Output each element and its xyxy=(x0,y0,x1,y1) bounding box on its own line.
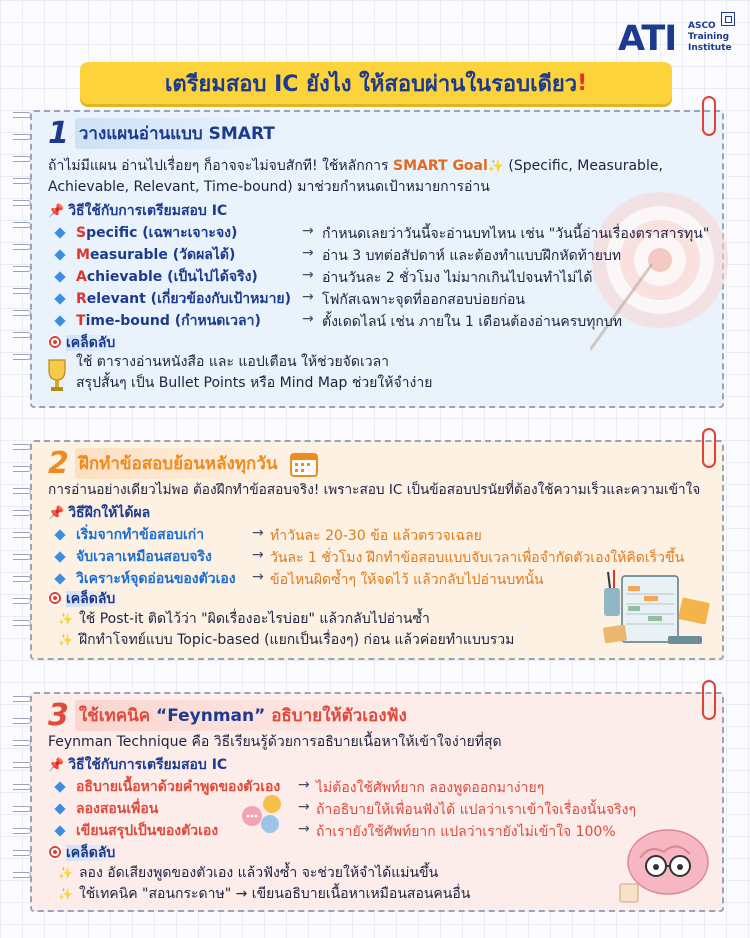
section-2-title: ฝึกทำข้อสอบย้อนหลังทุกวัน xyxy=(75,448,288,479)
label-cap: M xyxy=(76,247,90,263)
tip-text: ใช้เทคนิค "สอนกระดาษ" → เขียนอธิบายเนื้อหาเหมือนสอนคนอื่น xyxy=(78,886,471,902)
feynman-label: เขียนสรุปเป็นของตัวเอง xyxy=(76,823,219,839)
logo-line1: ASCO xyxy=(688,21,716,31)
diamond-bullet-icon xyxy=(54,825,65,836)
label-rest: chievable (เป็นไปได้จริง) xyxy=(86,269,258,285)
section-2-intro: การอ่านอย่างเดียวไม่พอ ต้องฝึกทำข้อสอบจริง! เพราะสอบ IC เป็นข้อสอบปรนัยที่ต้องใช้ความเร็วและความเข้าใจ xyxy=(48,482,701,498)
arrow-icon: → xyxy=(302,223,314,239)
paperclip-icon xyxy=(702,428,716,468)
section-3-number: 3 xyxy=(48,697,69,733)
diamond-bullet-icon xyxy=(54,249,65,260)
title-a: ใช้เทคนิค xyxy=(78,706,157,726)
target-bullet-icon xyxy=(48,845,62,859)
section-3-header xyxy=(48,697,417,733)
title-text: เตรียมสอบ IC ยังไง ให้สอบผ่านในรอบเดียว xyxy=(164,71,578,97)
smart-label xyxy=(76,266,258,288)
diamond-bullet-icon xyxy=(54,573,65,584)
star-icon: ✨ xyxy=(58,612,73,626)
trophy-icon xyxy=(44,356,70,396)
section-3-tip-2 xyxy=(58,884,470,905)
paperclip-icon xyxy=(702,96,716,136)
logo-mark: ATI xyxy=(618,19,677,59)
title-feynman: “Feynman” xyxy=(156,706,266,726)
feynman-item-3 xyxy=(56,820,218,842)
diamond-bullet-icon xyxy=(54,227,65,238)
arrow-icon: → xyxy=(302,267,314,283)
pin-icon: 📌 xyxy=(48,758,65,773)
section-2-tip-2 xyxy=(58,630,514,651)
title-c: อธิบายให้ตัวเองฟัง xyxy=(265,706,407,726)
section-2-how-heading xyxy=(48,502,150,524)
section-2-tip-1 xyxy=(58,609,430,630)
calendar-icon xyxy=(289,450,319,478)
arrow-icon: → xyxy=(252,525,264,541)
section-1-intro-line1 xyxy=(48,156,663,177)
arrow-icon: → xyxy=(252,547,264,563)
smart-label xyxy=(76,288,291,310)
star-icon: ✨ xyxy=(58,866,73,880)
feynman-desc: ไม่ต้องใช้ศัพท์ยาก ลองพูดออกมาง่ายๆ xyxy=(316,780,545,796)
practice-desc: ทำวันละ 20-30 ข้อ แล้วตรวจเฉลย xyxy=(270,528,482,544)
label-cap: S xyxy=(76,225,87,241)
notebook-spiral-1 xyxy=(13,112,35,376)
intro1-c: (Specific, Measurable, xyxy=(503,158,663,174)
label-rest: elevant (เกี่ยวข้องกับเป้าหมาย) xyxy=(86,291,292,307)
diamond-bullet-icon xyxy=(54,803,65,814)
smart-desc: ตั้งเดดไลน์ เช่น ภายใน 1 เดือนต้องอ่านครบทุกบท xyxy=(322,314,622,330)
section-3-how-heading xyxy=(48,754,227,776)
diamond-bullet-icon xyxy=(54,293,65,304)
arrow-icon: → xyxy=(298,777,310,793)
practice-item-3 xyxy=(56,568,236,590)
tip-text: ใช้ Post-it ติดไว้ว่า "ผิดเรื่องอะไรบ่อย" แล้วกลับไปอ่านซ้ำ xyxy=(78,611,430,627)
label-rest: ime-bound (กำหนดเวลา) xyxy=(85,313,261,329)
feynman-desc: ถ้าอธิบายให้เพื่อนฟังได้ แปลว่าเราเข้าใจเรื่องนั้นจริงๆ xyxy=(316,802,637,818)
smart-item-s xyxy=(56,222,237,244)
section-2-header xyxy=(48,445,319,481)
section-1-title: วางแผนอ่านแบบ SMART xyxy=(75,118,285,149)
section-2-tips-label xyxy=(48,588,129,610)
practice-desc: ข้อไหนผิดซ้ำๆ ให้จดไว้ แล้วกลับไปอ่านบทนั้น xyxy=(270,572,544,588)
brain-with-glasses-icon xyxy=(616,818,716,908)
section-2-number: 2 xyxy=(48,445,69,481)
section-1-tip-2: สรุปสั้นๆ เป็น Bullet Points หรือ Mind Map ช่วยให้จำง่าย xyxy=(76,375,433,391)
smart-label xyxy=(76,310,261,332)
label-rest: easurable (วัดผลได้) xyxy=(89,247,236,263)
paperclip-icon xyxy=(702,680,716,720)
section-3-tips-label xyxy=(48,842,129,864)
section-3-intro: Feynman Technique คือ วิธีเรียนรู้ด้วยการอธิบายเนื้อหาให้เข้าใจง่ายที่สุด xyxy=(48,734,502,750)
feynman-desc: ถ้าเรายังใช้ศัพท์ยาก แปลว่าเรายังไม่เข้าใจ 100% xyxy=(316,824,616,840)
practice-label: เริ่มจากทำข้อสอบเก่า xyxy=(76,527,205,543)
practice-label: จับเวลาเหมือนสอบจริง xyxy=(76,549,212,565)
smart-desc: อ่าน 3 บทต่อสัปดาห์ และต้องทำแบบฝึกหัดท้ายบท xyxy=(322,248,622,264)
diamond-bullet-icon xyxy=(54,529,65,540)
notebook-spiral-2 xyxy=(13,444,35,642)
logo-line2: Training xyxy=(688,32,730,42)
practice-item-2 xyxy=(56,546,212,568)
section-3-title xyxy=(75,700,417,731)
tips-text: เคล็ดลับ xyxy=(66,335,123,351)
target-bullet-icon xyxy=(48,591,62,605)
diamond-bullet-icon xyxy=(54,315,65,326)
pin-icon: 📌 xyxy=(48,204,65,219)
smart-item-t xyxy=(56,310,261,332)
smart-item-a xyxy=(56,266,258,288)
label-cap: R xyxy=(76,291,87,307)
smart-desc: โฟกัสเฉพาะจุดที่ออกสอบบ่อยก่อน xyxy=(322,292,525,308)
feynman-label: อธิบายเนื้อหาด้วยคำพูดของตัวเอง xyxy=(76,779,281,795)
smart-desc: อ่านวันละ 2 ชั่วโมง ไม่มากเกินไปจนทำไม่ได้ xyxy=(322,270,593,286)
smart-goal-text: SMART Goal xyxy=(393,158,488,174)
star-icon: ✨ xyxy=(58,633,73,647)
page-title xyxy=(80,62,672,104)
arrow-icon: → xyxy=(302,311,314,327)
how-text: วิธีใช้กับการเตรียมสอบ IC xyxy=(68,203,228,219)
feynman-label: ลองสอนเพื่อน xyxy=(76,801,159,817)
section-1-tip-1: ใช้ ตารางอ่านหนังสือ และ แอปเตือน ให้ช่วยจัดเวลา xyxy=(76,354,390,370)
tip-text: ฝึกทำโจทย์แบบ Topic-based (แยกเป็นเรื่องๆ) ก่อน แล้วค่อยทำแบบรวม xyxy=(78,632,515,648)
target-bullet-icon xyxy=(48,335,62,349)
section-1-header xyxy=(48,115,285,151)
diamond-bullet-icon xyxy=(54,551,65,562)
arrow-icon: → xyxy=(298,821,310,837)
intro1-a: ถ้าไม่มีแผน อ่านไปเรื่อยๆ ก็อาจจะไม่จบสักที! ใช้หลักการ xyxy=(48,158,394,174)
smart-item-m xyxy=(56,244,235,266)
section-3-tip-1 xyxy=(58,863,438,884)
arrow-icon: → xyxy=(302,245,314,261)
pin-icon: 📌 xyxy=(48,506,65,521)
label-cap: A xyxy=(76,269,87,285)
smart-label xyxy=(76,244,235,266)
diamond-bullet-icon xyxy=(54,271,65,282)
notebook-spiral-3 xyxy=(13,696,35,894)
logo-text xyxy=(688,21,732,54)
section-1-tips-label xyxy=(48,332,129,354)
practice-label: วิเคราะห์จุดอ่อนของตัวเอง xyxy=(76,571,236,587)
section-1-number: 1 xyxy=(48,115,69,151)
smart-desc: กำหนดเลยว่าวันนี้จะอ่านบทไหน เช่น "วันนี้อ่านเรื่องตราสารทุน" xyxy=(322,226,710,242)
sparkle-icon: ✨ xyxy=(487,159,504,174)
practice-desc: วันละ 1 ชั่วโมง ฝึกทำข้อสอบแบบจับเวลาเพื่อจำกัดตัวเองให้คิดเร็วขึ้น xyxy=(270,550,685,566)
smart-item-r xyxy=(56,288,291,310)
planner-notebook-icon xyxy=(598,566,718,658)
arrow-icon: → xyxy=(298,799,310,815)
star-icon: ✨ xyxy=(58,887,73,901)
label-rest: pecific (เฉพาะเจาะจง) xyxy=(86,225,238,241)
arrow-icon: → xyxy=(302,289,314,305)
logo-line3: Institute xyxy=(688,43,732,53)
practice-item-1 xyxy=(56,524,204,546)
tips-text: เคล็ดลับ xyxy=(66,591,123,607)
section-1-how-heading xyxy=(48,200,227,222)
arrow-icon: → xyxy=(252,569,264,585)
tips-text: เคล็ดลับ xyxy=(66,845,123,861)
how-text: วิธีฝึกให้ได้ผล xyxy=(68,505,151,521)
diamond-bullet-icon xyxy=(54,781,65,792)
how-text: วิธีใช้กับการเตรียมสอบ IC xyxy=(68,757,228,773)
chat-bubbles-icon xyxy=(240,794,286,834)
tip-text: ลอง อัดเสียงพูดของตัวเอง แล้วฟังซ้ำ จะช่วยให้จำได้แม่นขึ้น xyxy=(78,865,439,881)
section-1-intro-line2: Achievable, Relevant, Time-bound) มาช่วยกำหนดเป้าหมายการอ่าน xyxy=(48,179,490,195)
title-exclaim: ! xyxy=(577,70,588,96)
ati-logo xyxy=(618,18,738,58)
label-cap: T xyxy=(76,313,86,329)
feynman-item-2 xyxy=(56,798,158,820)
smart-label xyxy=(76,222,237,244)
